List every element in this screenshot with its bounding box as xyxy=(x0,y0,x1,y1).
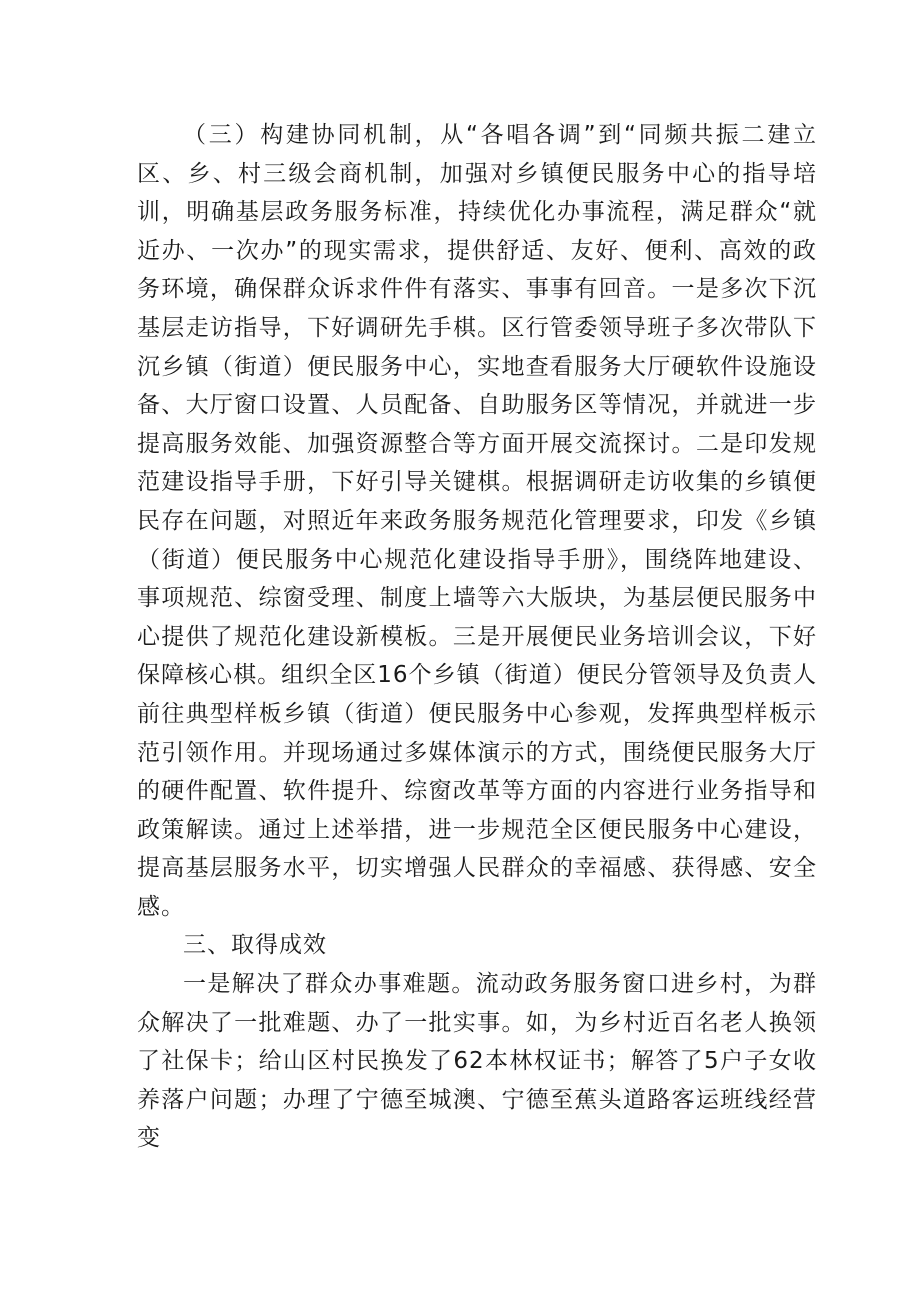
document-body xyxy=(137,116,817,1158)
section-heading-results: 三、取得成效 xyxy=(183,932,327,959)
paragraph-results-first: 一是解决了群众办事难题。流动政务服务窗口进乡村，为群众解决了一批难题、办了一批实事。如，为乡村近百名老人换领了社保卡；给山区村民换发了62本林权证书；解答了5户子女收养落户问题；办理了宁德至城澳、宁德至蕉头道路客运班线经营变 xyxy=(137,971,817,1152)
paragraph-coordination-mechanism: （三）构建协同机制，从“各唱各调”到“同频共振二建立区、乡、村三级会商机制，加强对乡镇便民服务中心的指导培训，明确基层政务服务标准，持续优化办事流程，满足群众“就近办、一次办”的现实需求，提供舒适、友好、便利、高效的政务环境，确保群众诉求件件有落实、事事有回音。一是多次下沉基层走访指导，下好调研先手棋。区行管委领导班子多次带队下沉乡镇（街道）便民服务中心，实地查看服务大厅硬软件设施设备、大厅窗口设置、人员配备、自助服务区等情况，并就进一步提高服务效能、加强资源整合等方面开展交流探讨。二是印发规范建设指导手册，下好引导关键棋。根据调研走访收集的乡镇便民存在问题，对照近年来政务服务规范化管理要求，印发《乡镇（街道）便民服务中心规范化建设指导手册》，围绕阵地建设、事项规范、综窗受理、制度上墙等六大版块，为基层便民服务中心提供了规范化建设新模板。三是开展便民业务培训会议，下好保障核心棋。组织全区16个乡镇（街道）便民分管领导及负责人前往典型样板乡镇（街道）便民服务中心参观，发挥典型样板示范引领作用。并现场通过多媒体演示的方式，围绕便民服务大厅的硬件配置、软件提升、综窗改革等方面的内容进行业务指导和政策解读。通过上述举措，进一步规范全区便民服务中心建设，提高基层服务水平，切实增强人民群众的幸福感、获得感、安全感。 xyxy=(137,122,817,920)
